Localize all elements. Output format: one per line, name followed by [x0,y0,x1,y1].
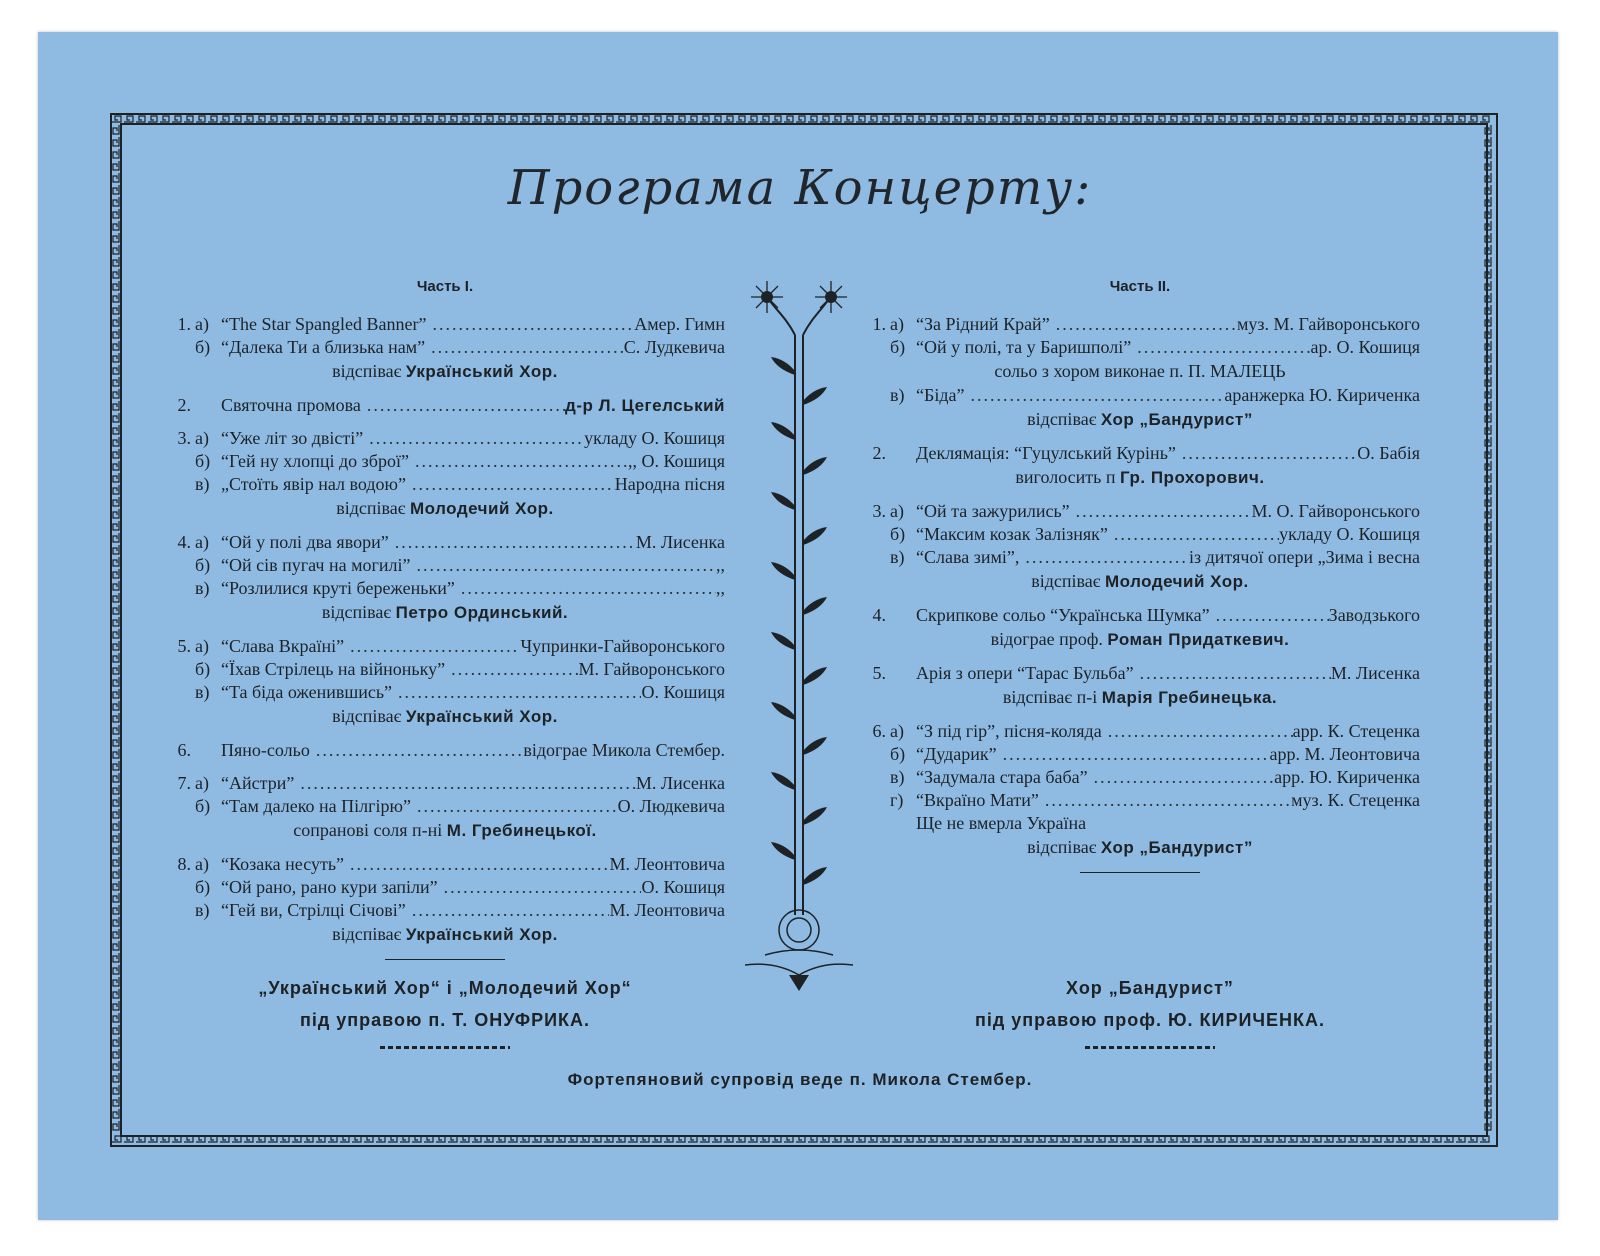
performer-line: відспіває Український Хор. [332,924,558,944]
program-title: Програма Концерту: [507,160,1093,216]
program-item: 1. а) “За Рідний Край” ..... муз. М. Гайворонського б) “Ой у полі, та у Баришполі” ..... ар. О. Кошиця сольо з хором виконае п. П. МАЛЕЦЬ в) “Біда” ..... аранжерка Ю. Кириченка відспіває Хор „Бандурист” [860,313,1420,432]
part-2-column [860,278,1420,887]
program-item: 3. а) “Уже літ зо двісті” ..... укладу О. Кошиця б) “Гей ну хлопці до зброї” ..... ,, О. Кошиця в) „Стоїть явір нал водою” ..... Народна пісня відспіває Молодечий Хор. [165,427,725,521]
program-item: 6. а) “З під гір”, пісня-коляда ..... арр. К. Стеценка б) “Дударик” ..... арр. М. Леонтовича в) “Задумала стара баба” ..... арр. Ю. Кириченка г) “Вкраїно Мати” ..... муз. К. Стеценка Ще не вмерла Україна відспіває Хор „Бандурист” [860,720,1420,860]
accompaniment-credit: Фортепяновий супровід веде п. Микола Стембер. [567,1070,1033,1089]
dashed-divider [1085,1046,1215,1049]
program-item: 1. а) “The Star Spangled Banner” ..... Амер. Гимн б) “Далека Ти а близька нам” ..... С. Лудкевича відспіває Український Хор. [165,313,725,384]
program-item: 5. Арія з опери “Тарас Бульба” ..... М. Лисенка відспіває п-і Марія Гребинецька. [860,662,1420,710]
greek-key-left [112,125,120,1133]
performer-line: відспіває Молодечий Хор. [336,498,554,518]
program-item: 5. а) “Слава Вкраїні” ..... Чупринки-Гайворонського б) “Їхав Стрілець на війноньку” ..... М. Гайворонського в) “Та біда оженившись” ..... О. Кошиця відспіває Український Хор. [165,635,725,729]
program-item: 8. а) “Козака несуть” ..... М. Леонтовича б) “Ой рано, рано кури запіли” ..... О. Кошиця в) “Гей ви, Стрілці Січові” ..... М. Леонтовича відспіває Український Хор. [165,853,725,947]
program-item: 6. Пяно-сольо ..... відограе Микола Стембер. [165,739,725,762]
program-item: 4. а) “Ой у полі два явори” ..... М. Лисенка б) “Ой сів пугач на могилі” ..... ,, в) “Розлилися круті береженьки” ..... ,, відспіває Петро Ординський. [165,531,725,625]
program-item: 4. Скрипкове сольо “Українська Шумка” ..... Заводзького відограе проф. Роман Придаткевич. [860,604,1420,652]
performer-line: відспіває Хор „Бандурист” [1027,837,1253,857]
greek-key-bottom [112,1135,1492,1143]
performer-line: сопранові соля п-ні М. Гребинецької. [293,820,597,840]
floral-ornament-icon [745,275,855,1005]
performer-line: відспіває п-і Марія Гребинецька. [1002,687,1278,707]
part-1-heading: Часть І. [416,278,474,295]
program-item: 2. Деклямація: “Гуцулський Курінь” ..... О. Бабія виголосить п Гр. Прохорович. [860,442,1420,490]
performer-line: відспіває Молодечий Хор. [1031,571,1249,591]
part-2-conductor: Хор „Бандурист” під управою проф. Ю. КИРИЧЕНКА. [900,972,1400,1059]
performer-line: відспіває Український Хор. [332,706,558,726]
greek-key-right [1484,125,1492,1133]
part-1-conductor: „Український Хор“ і „Молодечий Хор“ під управою п. Т. ОНУФРИКА. [190,972,700,1059]
part-2-heading: Часть II. [1109,278,1171,295]
program-item: 3. а) “Ой та зажурились” ..... М. О. Гайворонського б) “Максим козак Залізняк” ..... укладу О. Кошиця в) “Слава зимі”, ..... із дитячої опери „Зима і весна відспіває Молодечий Хор. [860,500,1420,594]
performer-line: відспіває Хор „Бандурист” [1027,409,1253,429]
program-item: 7. а) “Айстри” ..... М. Лисенка б) “Там далеко на Пілгірю” ..... О. Людкевича сопранові соля п-ні М. Гребинецької. [165,772,725,843]
performer-line: відспіває Петро Ординський. [321,602,569,622]
dashed-divider [380,1046,510,1049]
divider [385,959,505,960]
performer-line: відограе проф. Роман Придаткевич. [990,629,1290,649]
performer-line: відспіває Український Хор. [332,361,558,381]
part-1-column [165,278,725,974]
performer-line: виголосить п Гр. Прохорович. [1015,467,1265,487]
program-item: 2. Святочна промова ..... д-р Л. Цегелський [165,394,725,417]
performer-line: сольо з хором виконае п. П. МАЛЕЦЬ [994,361,1286,381]
greek-key-top [112,115,1492,123]
divider [1080,872,1200,873]
